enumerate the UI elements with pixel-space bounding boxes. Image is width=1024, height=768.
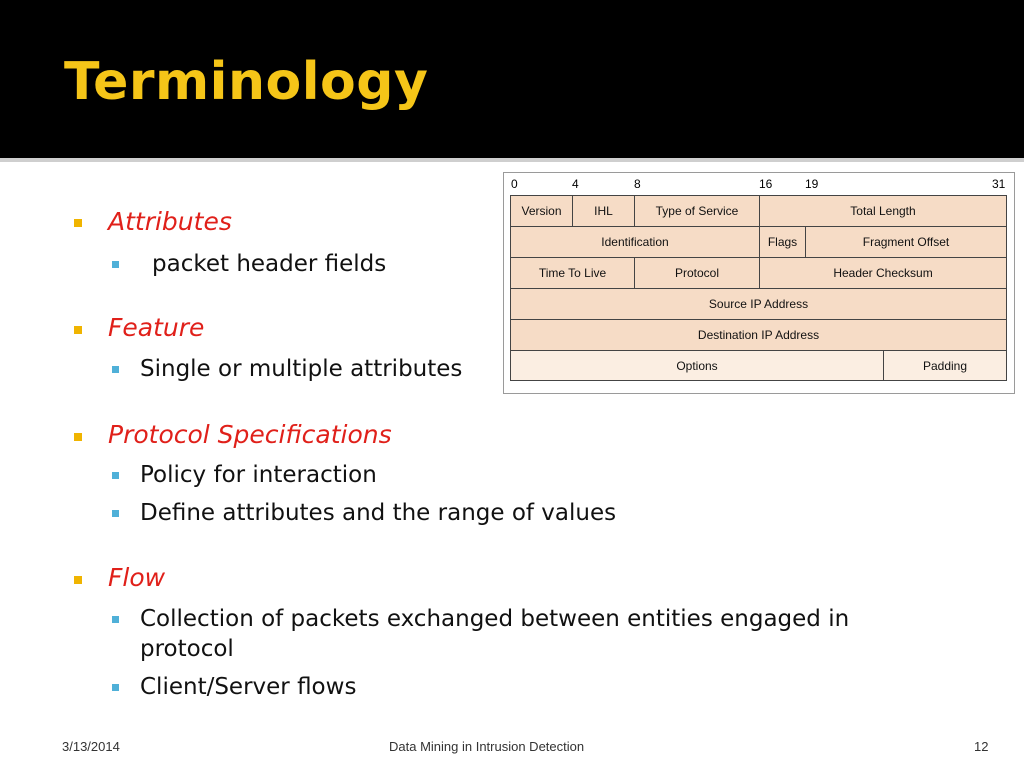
header-field-flags: Flags: [759, 226, 806, 258]
bit-number: 0: [511, 177, 518, 191]
footer-page-number: 12: [974, 739, 989, 754]
bullet-heading-feature: Feature: [108, 313, 205, 342]
header-field-padding: Padding: [883, 350, 1007, 381]
header-field-destination-ip: Destination IP Address: [510, 319, 1007, 351]
sub-bullet-item: Collection of packets exchanged between entities engaged in: [140, 606, 850, 632]
sub-bullet-item: Define attributes and the range of values: [140, 500, 617, 526]
bit-number: 8: [634, 177, 641, 191]
header-field-time-to-live: Time To Live: [510, 257, 635, 289]
bit-number: 31: [992, 177, 1006, 191]
header-field-source-ip: Source IP Address: [510, 288, 1007, 320]
bullet-marker: [74, 433, 82, 441]
header-field-identification: Identification: [510, 226, 760, 258]
sub-bullet-item: packet header fields: [152, 251, 387, 277]
header-field-protocol: Protocol: [634, 257, 760, 289]
header-field-version: Version: [510, 195, 573, 227]
header-field-ihl: IHL: [572, 195, 635, 227]
bullet-marker: [74, 219, 82, 227]
header-field-options: Options: [510, 350, 884, 381]
bit-number: 4: [572, 177, 579, 191]
header-field-header-checksum: Header Checksum: [759, 257, 1007, 289]
sub-bullet-item: Client/Server flows: [140, 674, 357, 700]
slide-title: Terminology: [64, 52, 429, 112]
bit-number: 19: [805, 177, 819, 191]
bullet-marker: [74, 576, 82, 584]
footer-date: 3/13/2014: [62, 739, 120, 754]
sub-bullet-marker: [112, 684, 119, 691]
sub-bullet-marker: [112, 510, 119, 517]
sub-bullet-item: Policy for interaction: [140, 462, 377, 488]
sub-bullet-item-continuation: protocol: [140, 636, 234, 662]
sub-bullet-item: Single or multiple attributes: [140, 356, 463, 382]
bullet-marker: [74, 326, 82, 334]
sub-bullet-marker: [112, 616, 119, 623]
sub-bullet-marker: [112, 366, 119, 373]
header-field-type-of-service: Type of Service: [634, 195, 760, 227]
footer-title: Data Mining in Intrusion Detection: [389, 739, 585, 754]
header-field-fragment-offset: Fragment Offset: [805, 226, 1007, 258]
bullet-heading-attributes: Attributes: [108, 207, 232, 236]
bit-number: 16: [759, 177, 773, 191]
bullet-heading-protocol-specifications: Protocol Specifications: [108, 420, 392, 449]
title-divider: [0, 158, 1024, 162]
sub-bullet-marker: [112, 472, 119, 479]
bullet-heading-flow: Flow: [108, 563, 166, 592]
sub-bullet-marker: [112, 261, 119, 268]
header-field-total-length: Total Length: [759, 195, 1007, 227]
